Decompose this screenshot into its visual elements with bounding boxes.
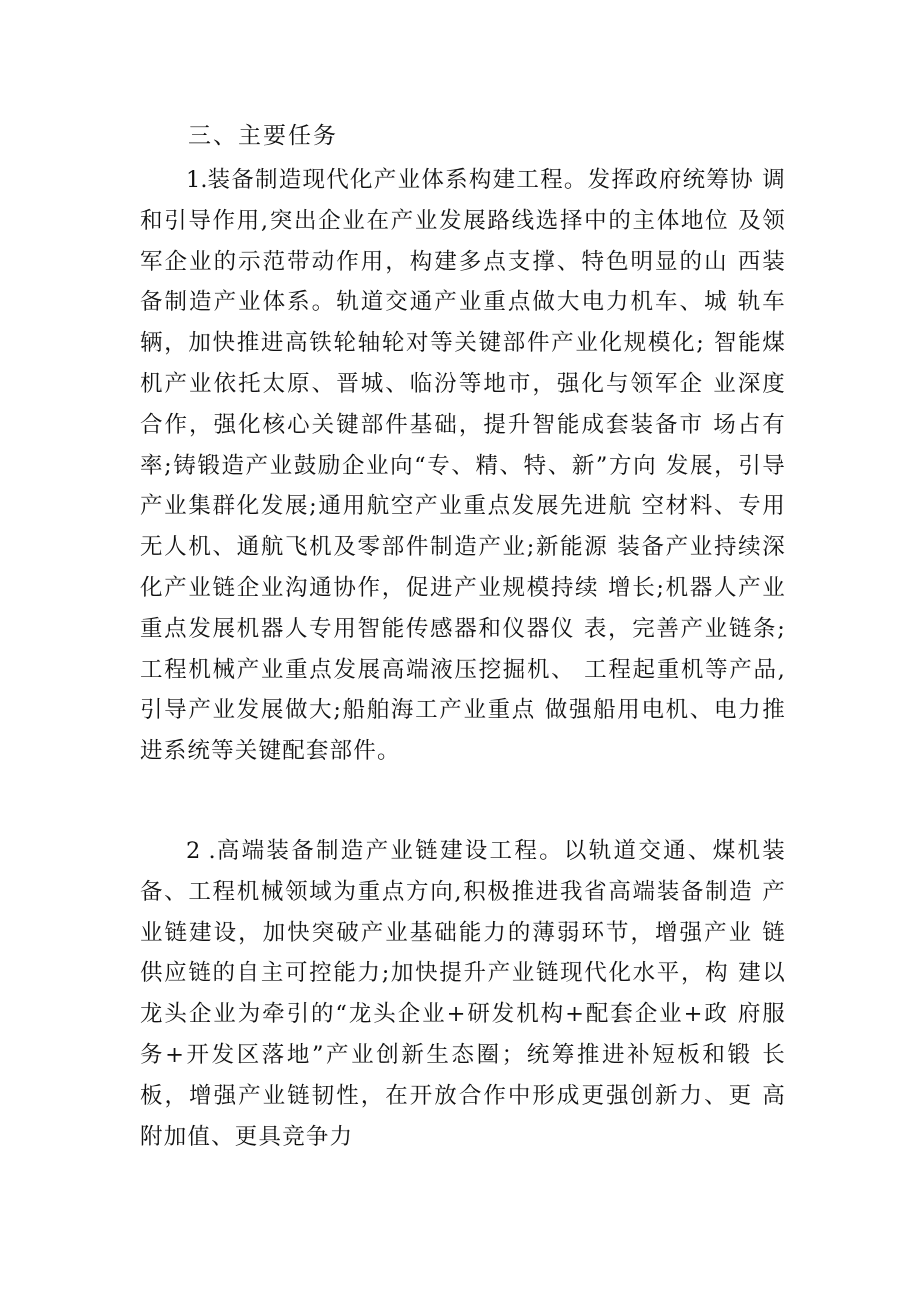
paragraph-text: 装备制造现代化产业体系构建工程。发挥政府统筹协 调和引导作用,突出企业在产业发展路线选择中的主体地位 及领军企业的示范带动作用，构建多点支撑、特色明显的山 西装备制造产业体系。轨道交通产业重点做大电力机车、城 轨车辆，加快推进高铁轮轴轮对等关键部件产业化规模化; 智能煤机产业依托太原、晋城、临汾等地市，强化与领军企 业深度合作，强化核心关键部件基础，提升智能成套装备市 场占有率;铸锻造产业鼓励企业向“专、精、特、新”方向 发展，引导产业集群化发展;通用航空产业重点发展先进航 空材料、专用无人机、通航飞机及零部件制造产业;新能源 装备产业持续深化产业链企业沟通协作，促进产业规模持续 增长;机器人产业重点发展机器人专用智能传感器和仪器仪 表，完善产业链条;工程机械产业重点发展高端液压挖掘机、 工程起重机等产品,引导产业发展做大;船舶海工产业重点 做强船用电机、电力推进系统等关键配套部件。 — [140, 167, 786, 765]
paragraph-number: 1. — [186, 167, 208, 193]
section-heading: 三、主要任务 — [188, 123, 338, 149]
paragraph-text: 高端装备制造产业链建设工程。以轨道交通、煤机装 备、工程机械领域为重点方向,积极推进我省高端装备制造 产业链建设，加快突破产业基础能力的薄弱环节，增强产业 链供应链的自主可控能力;加快提升产业链现代化水平，构 建以龙头企业为牵引的“龙头企业+研发机构+配套企业+政 府服务+开发区落地”产业创新生态圈；统筹推进补短板和锻 长板，增强产业链韧性，在开放合作中形成更强创新力、更 高附加值、更具竞争力 — [140, 838, 786, 1150]
paragraph-equipment-modernization — [140, 160, 786, 772]
paragraph-industry-chain — [140, 831, 786, 1157]
paragraph-number: 2 . — [186, 838, 216, 864]
